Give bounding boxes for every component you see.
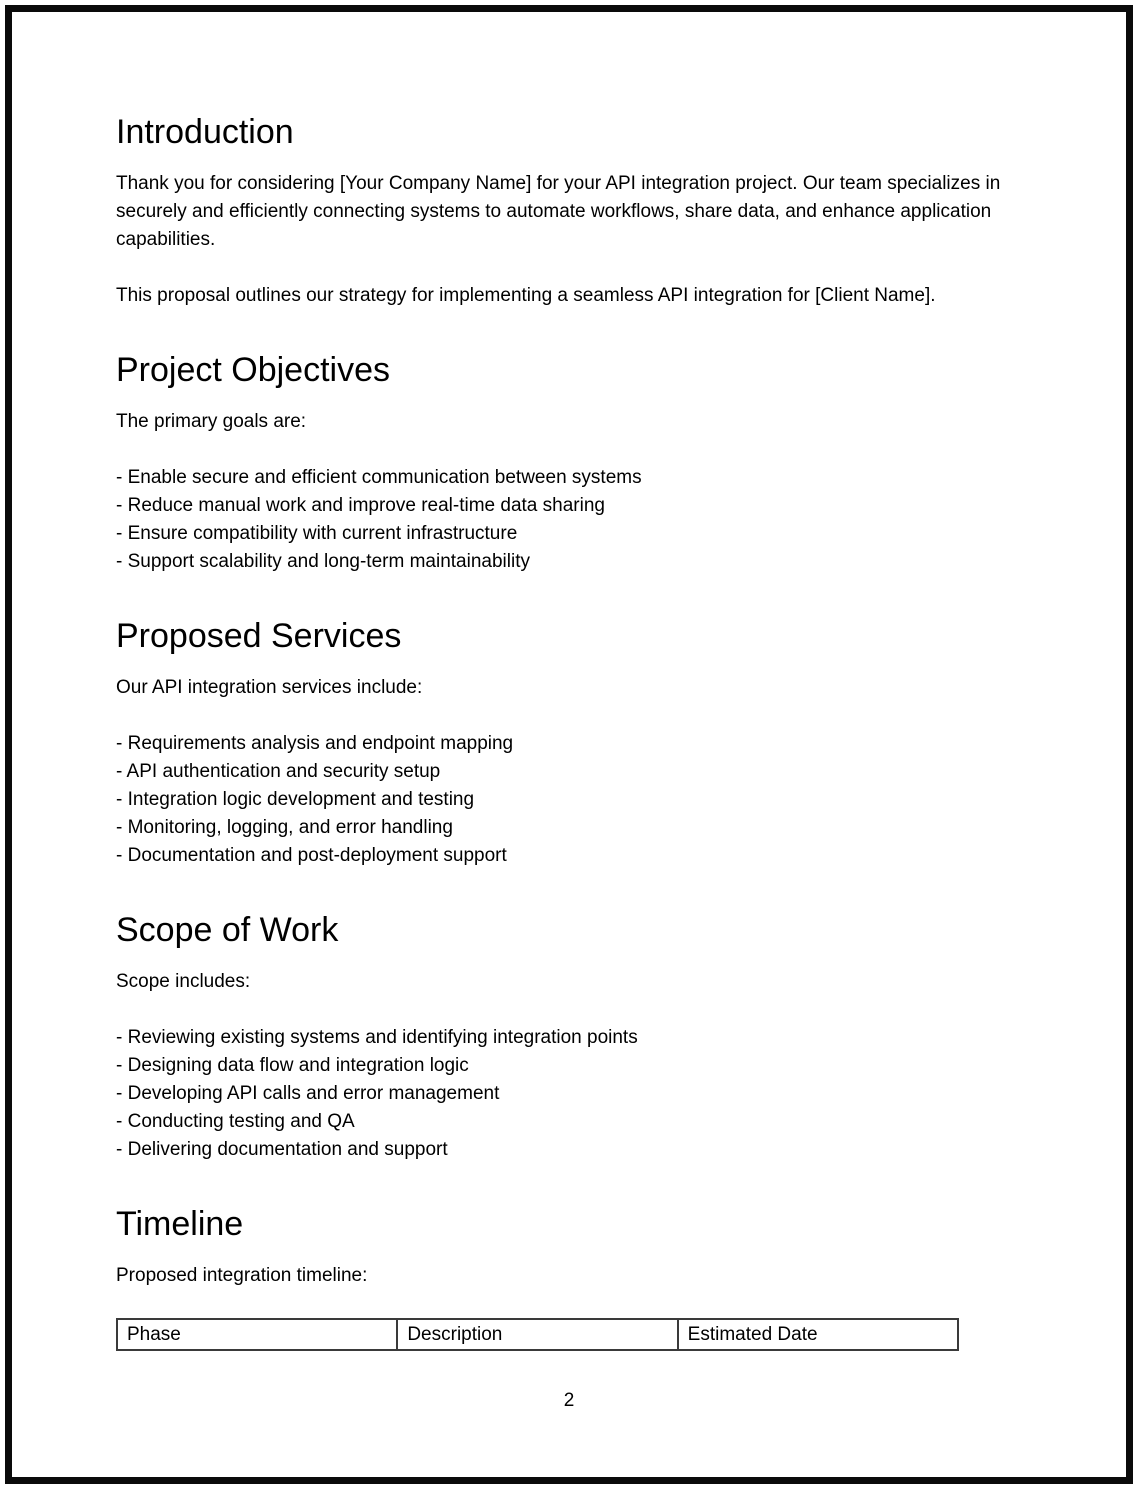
services-lead: Our API integration services include: [116, 677, 423, 698]
objectives-lead: The primary goals are: [116, 411, 307, 432]
list-item: - Requirements analysis and endpoint mapping [116, 733, 514, 754]
list-item: - Support scalability and long-term maintainability [116, 551, 530, 572]
scope-lead: Scope includes: [116, 971, 251, 992]
list-item: - API authentication and security setup [116, 761, 441, 782]
services-list [116, 730, 1016, 870]
document-content [12, 12, 1126, 1351]
list-item: - Reduce manual work and improve real-time data sharing [116, 495, 605, 516]
section-heading-timeline: Timeline [116, 1205, 244, 1243]
section-heading-scope-of-work: Scope of Work [116, 911, 339, 949]
list-item: - Monitoring, logging, and error handling [116, 817, 453, 838]
document-page [5, 5, 1133, 1484]
objectives-list [116, 464, 1016, 576]
list-item: - Designing data flow and integration logic [116, 1055, 469, 1076]
section-proposed-services [116, 616, 1016, 870]
list-item: - Reviewing existing systems and identifying integration points [116, 1027, 638, 1048]
list-item: - Ensure compatibility with current infrastructure [116, 523, 518, 544]
timeline-lead: Proposed integration timeline: [116, 1265, 368, 1286]
intro-paragraph-2: This proposal outlines our strategy for implementing a seamless API integration for [Client Name]. [116, 285, 936, 306]
list-item: - Enable secure and efficient communication between systems [116, 467, 642, 488]
timeline-col-phase: Phase [117, 1319, 397, 1350]
section-scope-of-work [116, 910, 1016, 1164]
list-item: - Integration logic development and testing [116, 789, 475, 810]
section-project-objectives [116, 350, 1016, 576]
timeline-col-estimated-date: Estimated Date [678, 1319, 958, 1350]
section-heading-project-objectives: Project Objectives [116, 351, 390, 389]
page-number: 2 [563, 1390, 575, 1411]
list-item: - Documentation and post-deployment support [116, 845, 507, 866]
timeline-table [116, 1318, 959, 1351]
timeline-table-header-row [117, 1319, 958, 1350]
intro-paragraph-1: Thank you for considering [Your Company Name] for your API integration project. Our team specializes in securely and efficiently connecting systems to automate workflows, share data, and enhance application capabilities. [116, 173, 1001, 250]
list-item: - Delivering documentation and support [116, 1139, 448, 1160]
section-timeline [116, 1204, 1016, 1351]
section-heading-proposed-services: Proposed Services [116, 617, 402, 655]
timeline-col-description: Description [397, 1319, 677, 1350]
section-heading-introduction: Introduction [116, 113, 294, 151]
list-item: - Developing API calls and error management [116, 1083, 500, 1104]
list-item: - Conducting testing and QA [116, 1111, 355, 1132]
section-introduction [116, 112, 1016, 310]
scope-list [116, 1024, 1016, 1164]
